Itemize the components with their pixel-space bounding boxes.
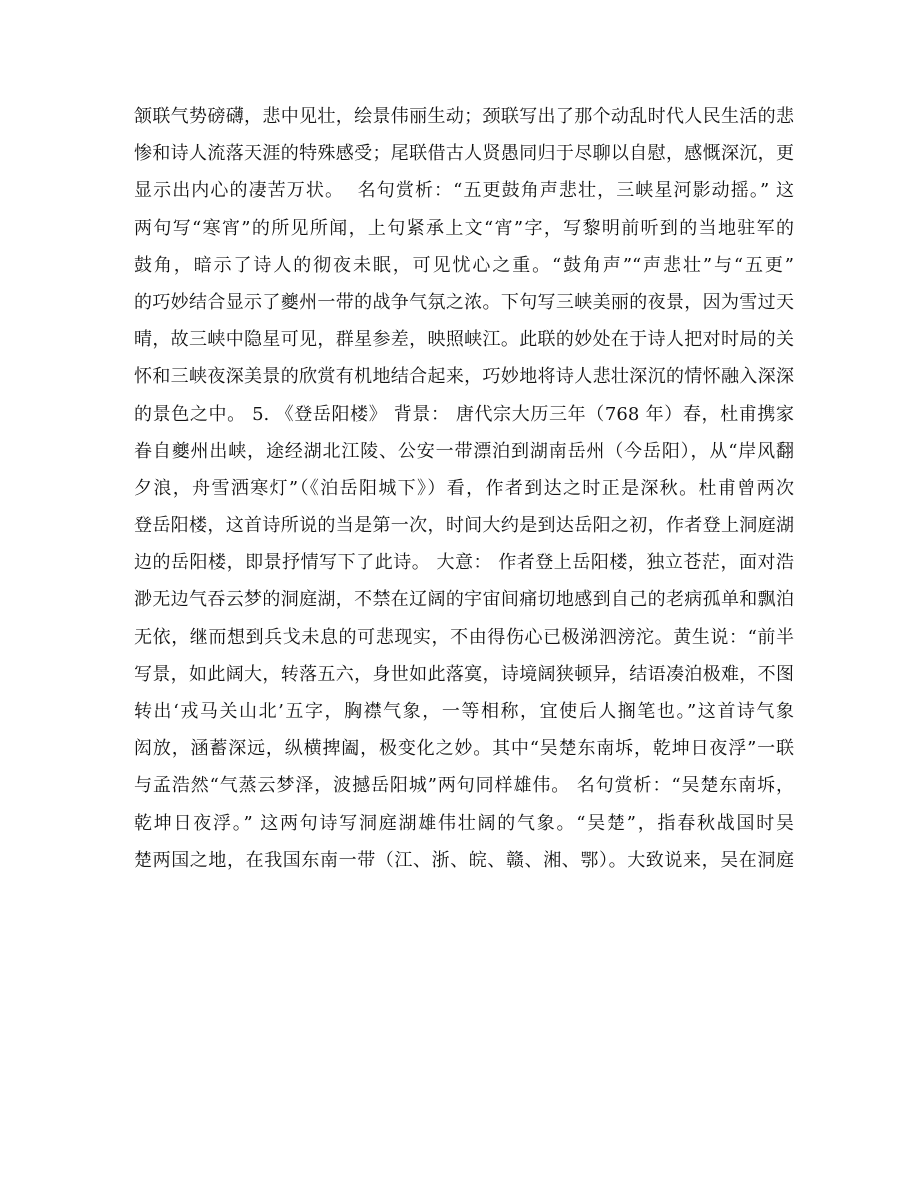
text-line: 怀和三峡夜深美景的欣赏有机地结合起来，巧妙地将诗人悲壮深沉的情怀融入深深 — [134, 366, 794, 388]
text-line: 夕浪，舟雪洒寒灯”（《泊岳阳城下》）看，作者到达之时正是深秋。杜甫曾两次 — [134, 477, 794, 499]
text-line: 晴，故三峡中隐星可见，群星参差，映照峡江。此联的妙处在于诗人把对时局的关 — [134, 329, 794, 351]
text-line: 转出‘戎马关山北’五字，胸襟气象，一等相称，宜使后人搁笔也。”这首诗气象 — [134, 701, 794, 722]
text-line: 颔联气势磅礴，悲中见壮，绘景伟丽生动；颈联写出了那个动乱时代人民生活的悲 — [134, 106, 794, 127]
text-line: 两句写“寒宵”的所见所闻，上句紧承上文“宵”字，写黎明前听到的当地驻军的 — [134, 217, 794, 239]
text-line: 无依，继而想到兵戈未息的可悲现实，不由得伤心已极涕泗滂沱。黄生说：“前半 — [134, 626, 794, 648]
text-line: 与孟浩然“气蒸云梦泽，波撼岳阳城”两句同样雄伟。 名句赏析：“吴楚东南坼， — [134, 775, 794, 797]
text-line: 渺无边气吞云梦的洞庭湖，不禁在辽阔的宇宙间痛切地感到自己的老病孤单和飘泊 — [134, 589, 794, 611]
text-line: 写景，如此阔大，转落五六，身世如此落寞，诗境阔狭顿异，结语凑泊极难，不图 — [134, 663, 794, 685]
text-line: 惨和诗人流落天涯的特殊感受；尾联借古人贤愚同归于尽聊以自慰，感慨深沉，更 — [134, 143, 794, 165]
text-line: 眷自夔州出峡，途经湖北江陵、公安一带漂泊到湖南岳州（今岳阳），从“岸风翻 — [134, 440, 794, 462]
text-line: 登岳阳楼，这首诗所说的当是第一次，时间大约是到达岳阳之初，作者登上洞庭湖 — [134, 515, 794, 537]
text-line: 显示出内心的凄苦万状。 名句赏析：“五更鼓角声悲壮，三峡星河影动摇。” 这 — [134, 180, 794, 202]
text-line: 乾坤日夜浮。” 这两句诗写洞庭湖雄伟壮阔的气象。“吴楚”，指春秋战国时吴 — [134, 812, 794, 834]
text-line: 的景色之中。 5. 《登岳阳楼》 背景： 唐代宗大历三年（768 年）春，杜甫携家 — [134, 403, 794, 425]
body-text — [134, 98, 794, 879]
text-line: 鼓角，暗示了诗人的彻夜未眠，可见忧心之重。“鼓角声”“声悲壮”与“五更” — [134, 254, 794, 276]
text-line: 楚两国之地，在我国东南一带（江、浙、皖、赣、湘、鄂）。大致说来，吴在洞庭 — [134, 849, 794, 871]
text-line: 的巧妙结合显示了夔州一带的战争气氛之浓。下句写三峡美丽的夜景，因为雪过天 — [134, 291, 794, 313]
text-line: 闳放，涵蓄深远，纵横捭阖，极变化之妙。其中“吴楚东南坼，乾坤日夜浮”一联 — [134, 738, 794, 760]
text-line: 边的岳阳楼，即景抒情写下了此诗。 大意： 作者登上岳阳楼，独立苍茫，面对浩 — [134, 552, 794, 574]
